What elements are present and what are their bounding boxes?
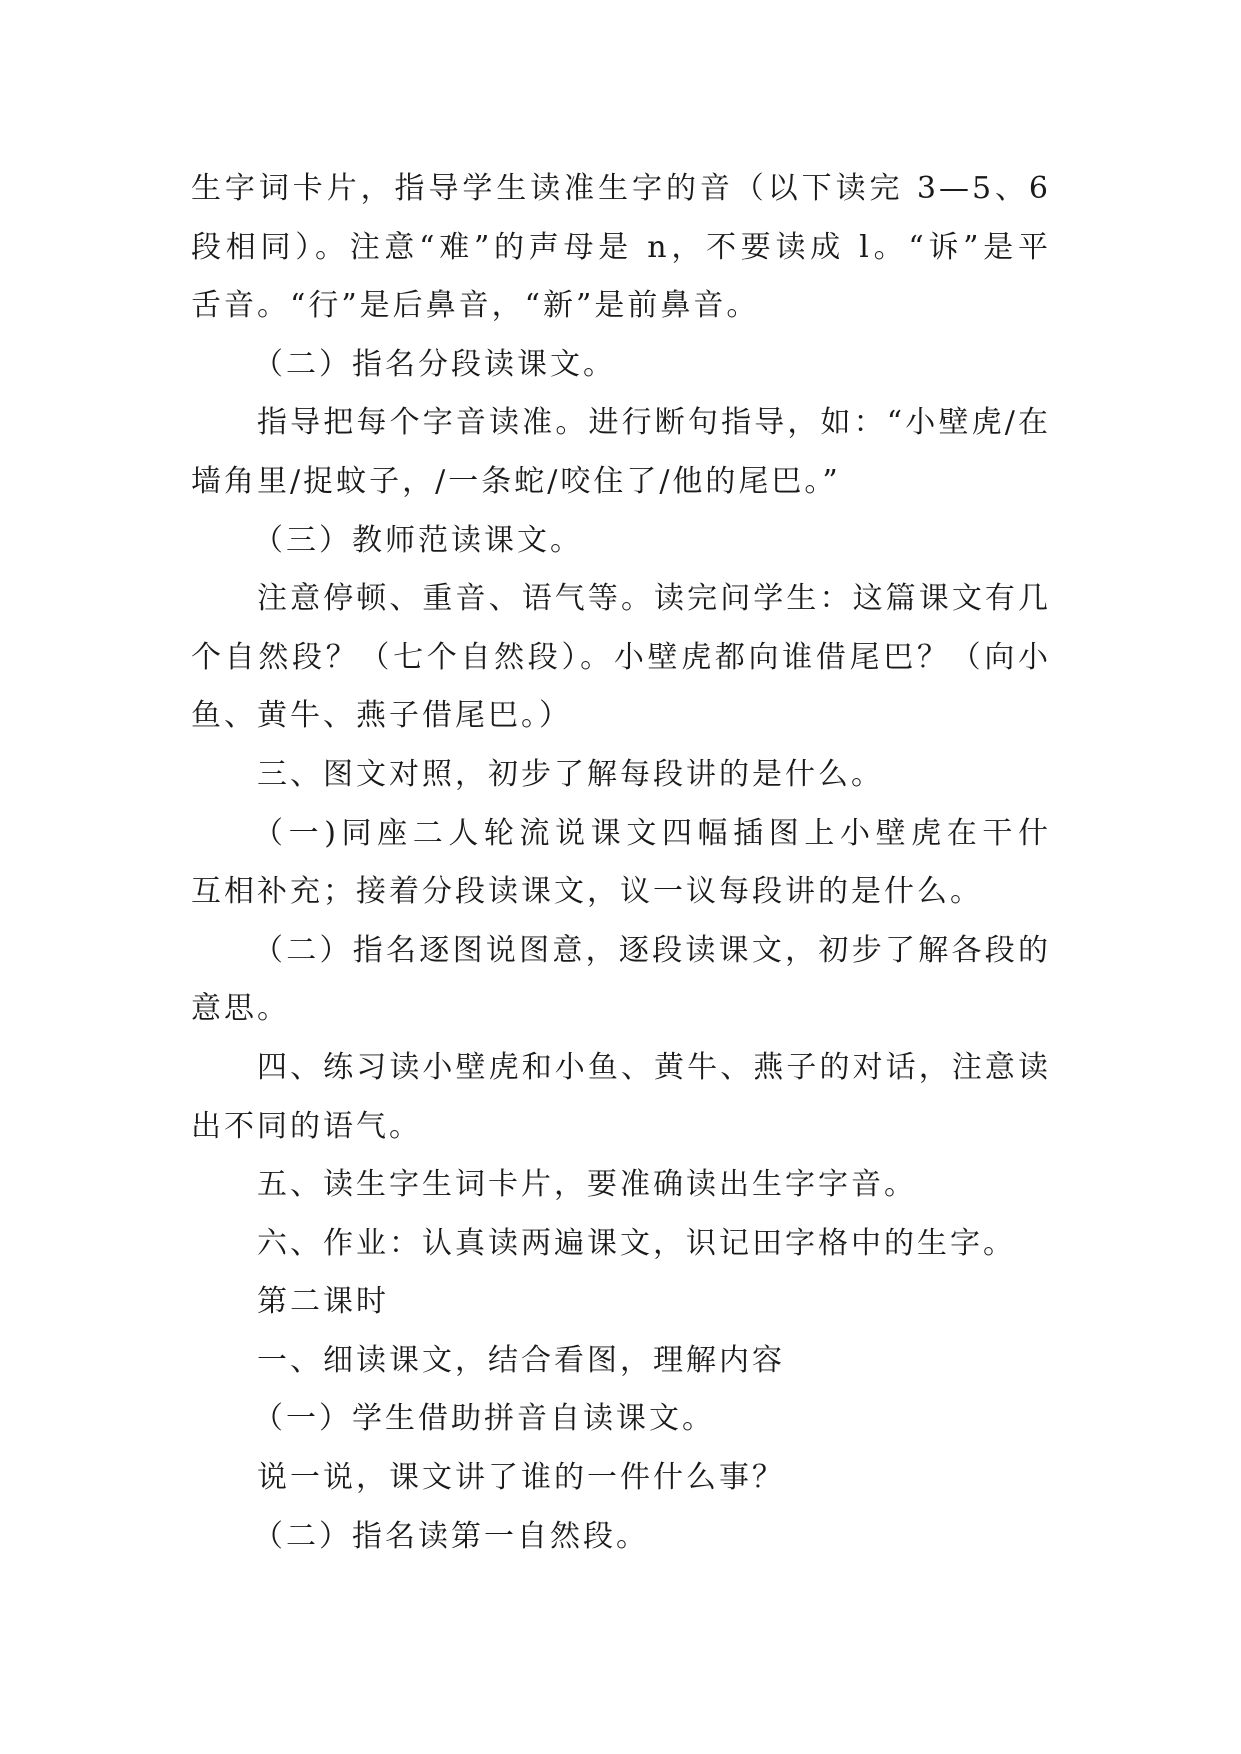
text-line: 六、作业：认真读两遍课文，识记田字格中的生字。 (257, 1225, 1016, 1261)
text-line: （二）指名逐图说图意，逐段读课文，初步了解各段的 (253, 932, 1051, 968)
text-line: 指导把每个字音读准。进行断句指导，如：“小壁虎/在 (257, 405, 1051, 441)
text-line: （三）教师范读课文。 (253, 522, 583, 558)
text-line: 生字词卡片，指导学生读准生字的音（以下读完 3—5、6 (191, 171, 1051, 206)
text-line: 四、练习读小壁虎和小鱼、黄牛、燕子的对话，注意读 (257, 1049, 1051, 1085)
text-line: （一)同座二人轮流说课文四幅插图上小壁虎在干什 (253, 815, 1051, 851)
text-line: 墙角里/捉蚊子，/一条蛇/咬住了/他的尾巴。” (191, 463, 841, 499)
text-line: 五、读生字生词卡片，要准确读出生字字音。 (257, 1167, 917, 1203)
text-line: 舌音。“行”是后鼻音，“新”是前鼻音。 (191, 288, 760, 324)
document-body (191, 160, 1051, 1566)
text-line: 意思。 (191, 991, 290, 1027)
text-line: 一、细读课文，结合看图，理解内容 (257, 1342, 785, 1378)
text-line: （二）指名分段读课文。 (253, 346, 616, 382)
text-line: 个自然段？（七个自然段）。小壁虎都向谁借尾巴？（向小 (191, 639, 1051, 675)
text-line: （一）学生借助拼音自读课文。 (253, 1401, 715, 1437)
text-line: 三、图文对照，初步了解每段讲的是什么。 (257, 756, 884, 792)
text-line: 说一说，课文讲了谁的一件什么事？ (257, 1460, 785, 1496)
section-heading: 第二课时 (257, 1284, 389, 1320)
text-line: 段相同）。注意“难”的声母是 n，不要读成 l。“诉”是平 (191, 229, 1051, 265)
text-line: 互相补充；接着分段读课文，议一议每段讲的是什么。 (191, 874, 983, 910)
text-line: 注意停顿、重音、语气等。读完问学生：这篇课文有几 (257, 581, 1051, 617)
text-line: （二）指名读第一自然段。 (253, 1518, 649, 1554)
text-line: 出不同的语气。 (191, 1108, 422, 1144)
text-line: 鱼、黄牛、燕子借尾巴。） (191, 698, 572, 734)
